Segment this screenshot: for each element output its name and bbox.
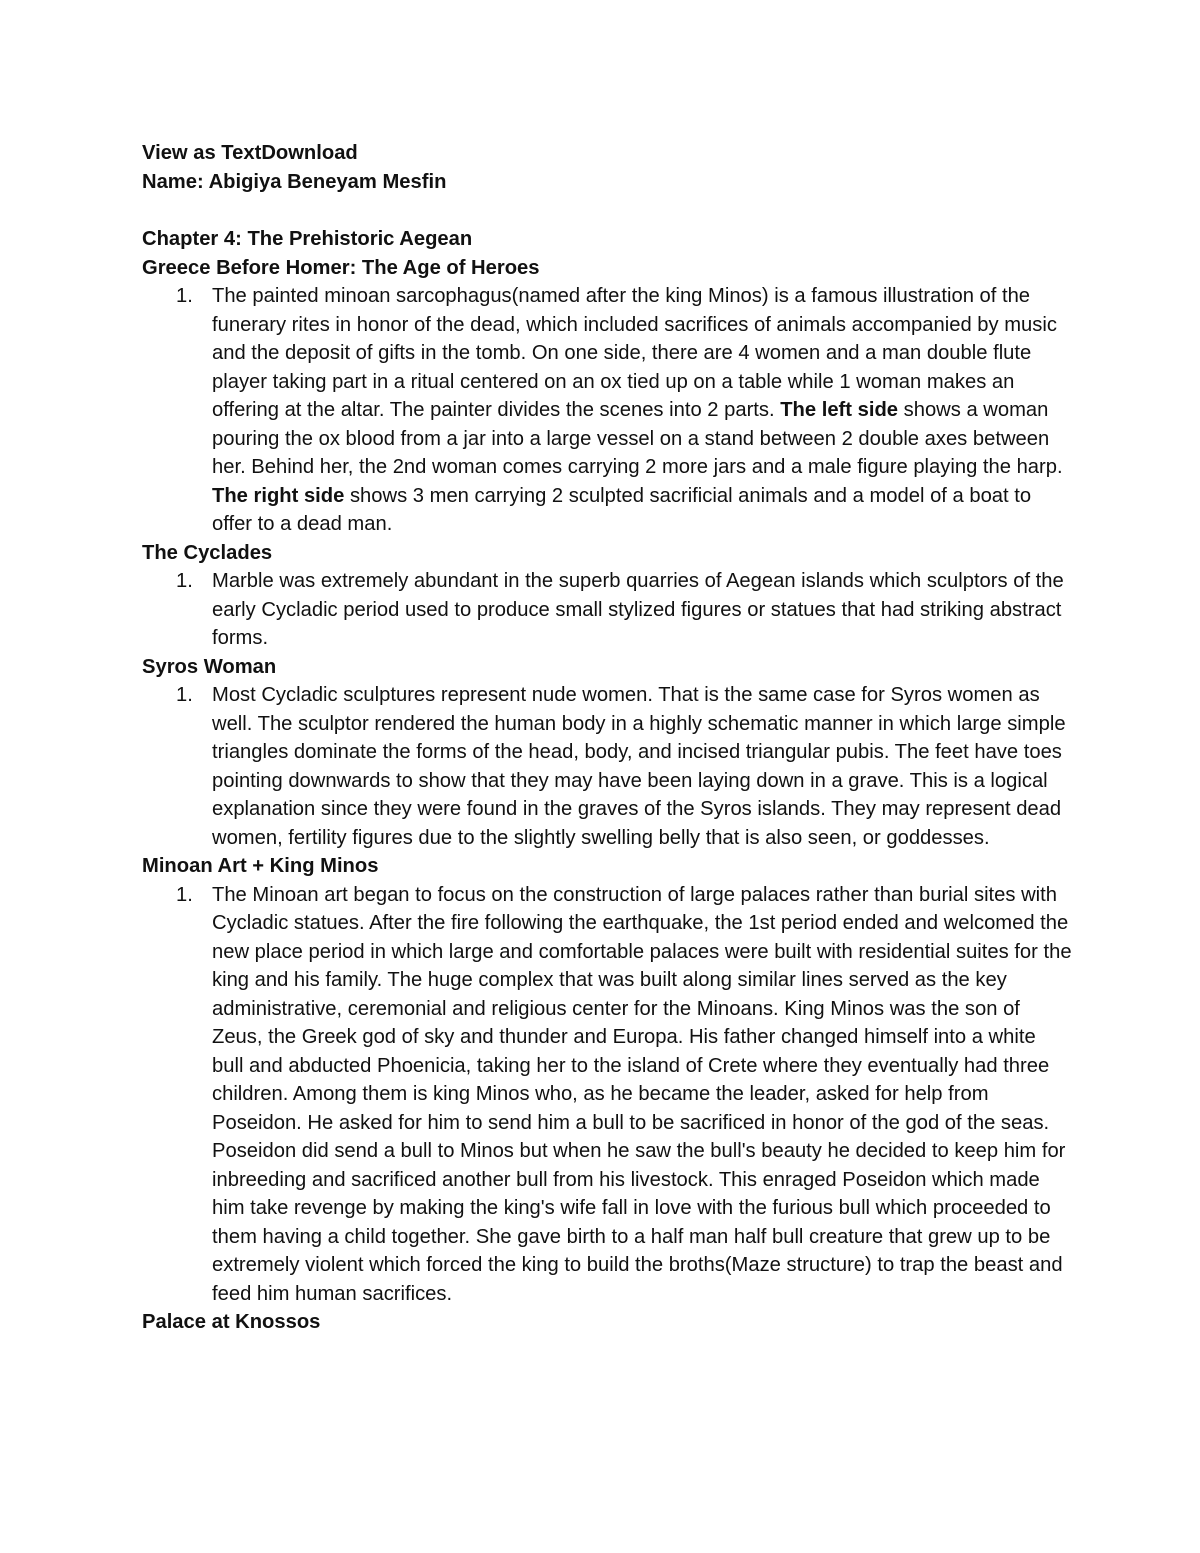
list-item <box>142 681 1072 852</box>
section-heading-minoan-art: Minoan Art + King Minos <box>142 855 379 877</box>
student-name: Name: Abigiya Beneyam Mesfin <box>142 170 447 193</box>
view-as-text-download-link[interactable]: View as TextDownload <box>142 142 358 164</box>
chapter-title: Chapter 4: The Prehistoric Aegean <box>142 228 473 250</box>
paragraph-sarcophagus <box>212 282 1072 539</box>
blank-line <box>142 196 1072 225</box>
section-heading-greece-before-homer: Greece Before Homer: The Age of Heroes <box>142 256 540 279</box>
paragraph-text: The painted minoan sarcophagus(named after the king Minos) is a famous illustration of the funerary rites in honor of the dead, which included sacrifices of animals accompanied by music and the deposit of gifts in the tomb. On one side, there are 4 women and a man double flute player taking part in a ritual centered on an ox tied up on a table while 1 woman makes an offering at the altar. The painter divides the scenes into 2 parts. <box>212 285 1057 421</box>
section-list-greece-before-homer <box>142 282 1072 539</box>
section-list-syros-woman <box>142 681 1072 852</box>
paragraph-cyclades: Marble was extremely abundant in the superb quarries of Aegean islands which sculptors of the early Cycladic period used to produce small stylized figures or statues that had striking abstract forms. <box>212 570 1064 649</box>
list-number: 1. <box>176 684 193 706</box>
bold-phrase-right-side: The right side <box>212 484 345 507</box>
section-heading-the-cyclades: The Cyclades <box>142 541 273 564</box>
bold-phrase-left-side: The left side <box>780 399 899 421</box>
paragraph-syros-woman: Most Cycladic sculptures represent nude women. That is the same case for Syros women as well. The sculptor rendered the human body in a highly schematic manner in which large simple triangles dominate the forms of the head, body, and incised triangular pubis. The feet have toes pointing downwards to show that they may have been laying down in a grave. This is a logical explanation since they were found in the graves of the Syros islands. They may represent dead women, fertility figures due to the slightly swelling belly that is also seen, or goddesses. <box>212 684 1066 849</box>
document-page <box>142 139 1072 1337</box>
paragraph-text: shows 3 men carrying 2 sculpted sacrificial animals and a model of a boat to offer to a dead man. <box>212 484 1032 535</box>
list-item <box>142 567 1072 653</box>
section-list-the-cyclades <box>142 567 1072 653</box>
list-number: 1. <box>176 285 193 307</box>
section-list-minoan-art <box>142 881 1072 1309</box>
section-heading-palace-at-knossos: Palace at Knossos <box>142 1311 321 1333</box>
list-number: 1. <box>176 883 193 906</box>
section-heading-syros-woman: Syros Woman <box>142 655 277 678</box>
list-item <box>142 282 1072 539</box>
list-number: 1. <box>176 570 193 592</box>
list-item <box>142 881 1072 1309</box>
paragraph-minoan-art: The Minoan art began to focus on the construction of large palaces rather than burial sites with Cycladic statues. After the fire following the earthquake, the 1st period ended and welcomed the new place period in which large and comfortable palaces were built with residential suites for the king and his family. The huge complex that was built along similar lines served as the key administrative, ceremonial and religious center for the Minoans. King Minos was the son of Zeus, the Greek god of sky and thunder and Europa. His father changed himself into a white bull and abducted Phoenicia, taking her to the island of Crete where they eventually had three children. Among them is king Minos who, as he became the leader, asked for help from Poseidon. He asked for him to send him a bull to be sacrificed in honor of the god of the seas. Poseidon did send a bull to Minos but when he saw the bull's beauty he decided to keep him for inbreeding and sacrificed another bull from his livestock. This enraged Poseidon which made him take revenge by making the king's wife fall in love with the furious bull which proceeded to them having a child together. She gave birth to a half man half bull creature that grew up to be extremely violent which forced the king to build the broths(Maze structure) to trap the beast and feed him human sacrifices. <box>212 883 1072 1305</box>
paragraph-text: shows a woman pouring the ox blood from a jar into a large vessel on a stand between 2 double axes between her. Behind her, the 2nd woman comes carrying 2 more jars and a male figure playing the harp. <box>212 399 1063 478</box>
